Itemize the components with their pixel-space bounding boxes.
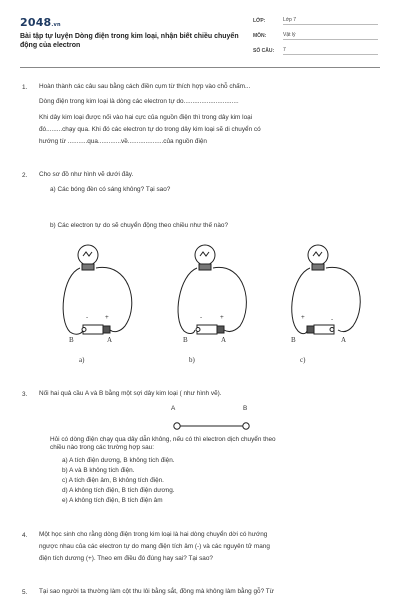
q5-line-1: Tại sao người ta thường làm cột thu lôi bằng sắt, đồng mà không làm bằng gỗ? Từ [39, 588, 274, 595]
q1-line-1: Dòng điện trong kim loại là dòng các electron tự do............................... [39, 98, 239, 105]
minus-sign-c: - [331, 316, 334, 323]
grade-label: LỚP: [253, 18, 266, 24]
caption-c: c) [300, 356, 306, 364]
plus-sign-b: + [220, 314, 224, 321]
q1-line-2: Khi dây kim loại được nối vào hai cực của nguồn điện thì trong dây kim loại [39, 114, 253, 121]
q1-intro: Hoàn thành các câu sau bằng cách điền cụm từ thích hợp vào chỗ chấm... [39, 83, 251, 90]
q2-intro: Cho sơ đồ như hình vẽ dưới đây. [39, 171, 134, 178]
plus-sign-c: + [301, 314, 305, 321]
circuit-b [178, 245, 246, 334]
q3-option-e: e) A không tích điện, B tích điện âm [62, 497, 163, 504]
minus-sign-a: - [86, 314, 89, 321]
minus-sign-b: - [200, 314, 203, 321]
q3-option-d: d) A không tích điện, B tích điện dương. [62, 487, 175, 494]
q5-number: 5. [22, 589, 28, 596]
caption-b: b) [189, 356, 195, 364]
q2-part-b: b) Các electron tự do sẽ chuyển động theo chiều như thế nào? [50, 222, 229, 229]
caption-a: a) [79, 356, 85, 364]
terminal-b-a: B [69, 336, 74, 344]
q4-line-2: ngược nhau của các electron tự do mang điện tích âm (-) và các nguyên tử mang [39, 543, 270, 550]
q2-number: 2. [22, 172, 28, 179]
q3-option-c: c) A tích điện âm, B không tích điện. [62, 477, 164, 484]
circuit-a [63, 245, 132, 334]
q1-line-4: hướng từ ...........qua.............về....................của nguồn điện [39, 138, 207, 145]
question-count-label: SỐ CÂU: [253, 48, 275, 54]
terminal-a-a: A [107, 336, 113, 344]
question-count-value: 7 [283, 46, 378, 55]
q3-question-line-1: Hỏi có dòng điện chạy qua dây dẫn không, nếu có thì electron dịch chuyển theo [50, 436, 276, 443]
subject-label: MÔN: [253, 33, 267, 39]
q1-line-3: đó.........chạy qua. Khi đó các electron tự do trong dây kim loại sẽ di chuyển có [39, 126, 261, 133]
q3-question-line-2: chiều nào trong các trường hợp sau: [50, 444, 154, 451]
plus-sign-a: + [105, 314, 109, 321]
spheres-diagram [174, 423, 249, 429]
terminal-a-c: A [341, 336, 347, 344]
q3-text: Nối hai quả cầu A và B bằng một sợi dây kim loại ( như hình vẽ). [39, 390, 222, 397]
document-title: Bài tập tự luyện Dòng điện trong kim loại, nhận biết chiều chuyển động của electron [20, 33, 239, 49]
terminal-b-b: B [183, 336, 188, 344]
q1-number: 1. [22, 84, 28, 91]
q4-line-1: Một học sinh cho rằng dòng điện trong kim loại là hai dòng chuyển dời có hướng [39, 531, 268, 538]
terminal-a-b: A [221, 336, 227, 344]
q3-number: 3. [22, 391, 28, 398]
subject-value: Vật lý [283, 31, 378, 40]
q3-option-b: b) A và B không tích điện. [62, 467, 135, 474]
sphere-b-label: B [243, 405, 248, 412]
sphere-a-label: A [171, 405, 176, 412]
grade-value: Lớp 7 [283, 16, 378, 25]
q4-number: 4. [22, 532, 28, 539]
terminal-b-c: B [291, 336, 296, 344]
q3-option-a: a) A tích điện dương, B không tích điện. [62, 457, 175, 464]
q4-line-3: điện tích dương (+). Theo em điều đó đúng hay sai? Tại sao? [39, 555, 213, 562]
q2-part-a: a) Các bóng đèn có sáng không? Tại sao? [50, 186, 171, 193]
site-logo: 2048.vn [20, 16, 61, 29]
